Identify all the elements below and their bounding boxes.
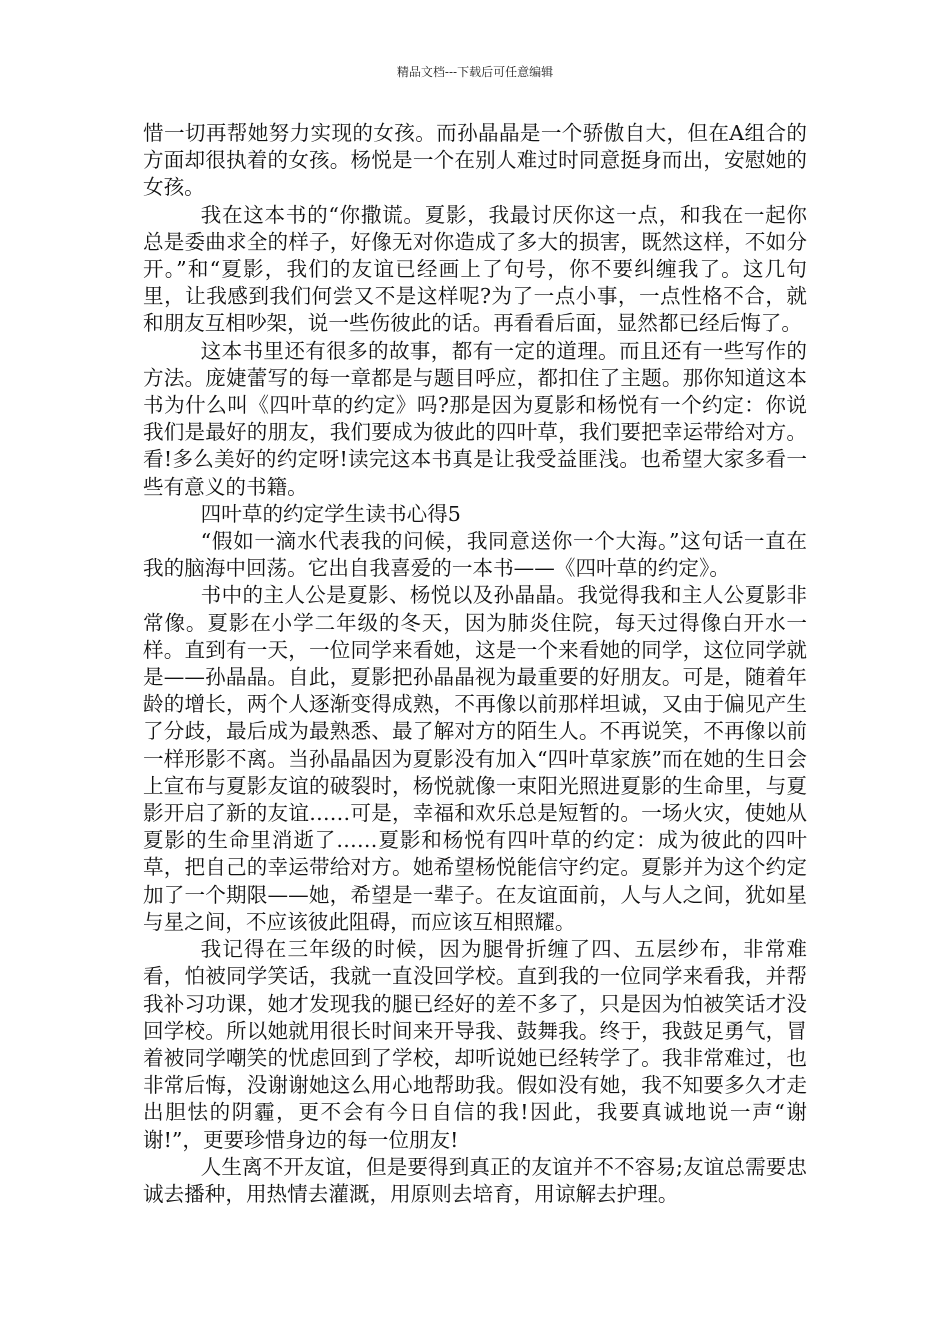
paragraph: 惜一切再帮她努力实现的女孩。而孙晶晶是一个骄傲自大，但在A组合的方面却很执着的女孩。杨悦是一个在别人难过时同意挺身而出，安慰她的女孩。 (143, 121, 807, 200)
section-title: 四叶草的约定学生读书心得5 (200, 501, 461, 526)
paragraph: “假如一滴水代表我的问候，我同意送你一个大海。”这句话一直在我的脑海中回荡。它出自我喜爱的一本书——《四叶草的约定》。 (143, 529, 807, 581)
document-body (143, 120, 807, 1208)
paragraph: 书中的主人公是夏影、杨悦以及孙晶晶。我觉得我和主人公夏影非常像。夏影在小学二年级的冬天，因为肺炎住院，每天过得像白开水一样。直到有一天，一位同学来看她，这是一个来看她的同学，这位同学就是——孙晶晶。自此，夏影把孙晶晶视为最重要的好朋友。可是，随着年龄的增长，两个人逐渐变得成熟，不再像以前那样坦诚，又由于偏见产生了分歧，最后成为最熟悉、最了解对方的陌生人。不再说笑，不再像以前一样形影不离。当孙晶晶因为夏影没有加入“四叶草家族”而在她的生日会上宣布与夏影友谊的破裂时，杨悦就像一束阳光照进夏影的生命里，与夏影开启了新的友谊……可是，幸福和欢乐总是短暂的。一场火灾，使她从夏影的生命里消逝了……夏影和杨悦有四叶草的约定：成为彼此的四叶草，把自己的幸运带给对方。她希望杨悦能信守约定。夏影并为这个约定加了一个期限——她，希望是一辈子。在友谊面前，人与人之间，犹如星与星之间，不应该彼此阻碍，而应该互相照耀。 (143, 583, 807, 934)
paragraph: 这本书里还有很多的故事，都有一定的道理。而且还有一些写作的方法。庞婕蕾写的每一章都是与题目呼应，都扣住了主题。那你知道这本书为什么叫《四叶草的约定》吗?那是因为夏影和杨悦有一个约定：你说我们是最好的朋友，我们要成为彼此的四叶草，我们要把幸运带给对方。看!多么美好的约定呀!读完这本书真是让我受益匪浅。也希望大家多看一些有意义的书籍。 (143, 338, 807, 499)
paragraph: 人生离不开友谊，但是要得到真正的友谊并不不容易;友谊总需要忠诚去播种，用热情去灌溉，用原则去培育，用谅解去护理。 (143, 1154, 807, 1206)
paragraph: 我在这本书的“你撒谎。夏影，我最讨厌你这一点，和我在一起你总是委曲求全的样子，好像无对你造成了多大的损害，既然这样，不如分开。”和“夏影，我们的友谊已经画上了句号，你不要纠缠我了。这几句里，让我感到我们何尝又不是这样呢?为了一点小事，一点性格不合，就和朋友互相吵架，说一些伤彼此的话。再看看后面，显然都已经后悔了。 (143, 202, 807, 336)
page-header: 精品文档---下载后可任意编辑 (396, 65, 554, 79)
paragraph: 我记得在三年级的时候，因为腿骨折缠了四、五层纱布，非常难看，怕被同学笑话，我就一直没回学校。直到我的一位同学来看我，并帮我补习功课，她才发现我的腿已经好的差不多了，只是因为怕被笑话才没回学校。所以她就用很长时间来开导我、鼓舞我。终于，我鼓足勇气，冒着被同学嘲笑的忧虑回到了学校，却听说她已经转学了。我非常难过，也非常后悔，没谢谢她这么用心地帮助我。假如没有她，我不知要多久才走出胆怯的阴霾，更不会有今日自信的我!因此，我要真诚地说一声“谢谢!”，更要珍惜身边的每一位朋友! (143, 937, 807, 1152)
